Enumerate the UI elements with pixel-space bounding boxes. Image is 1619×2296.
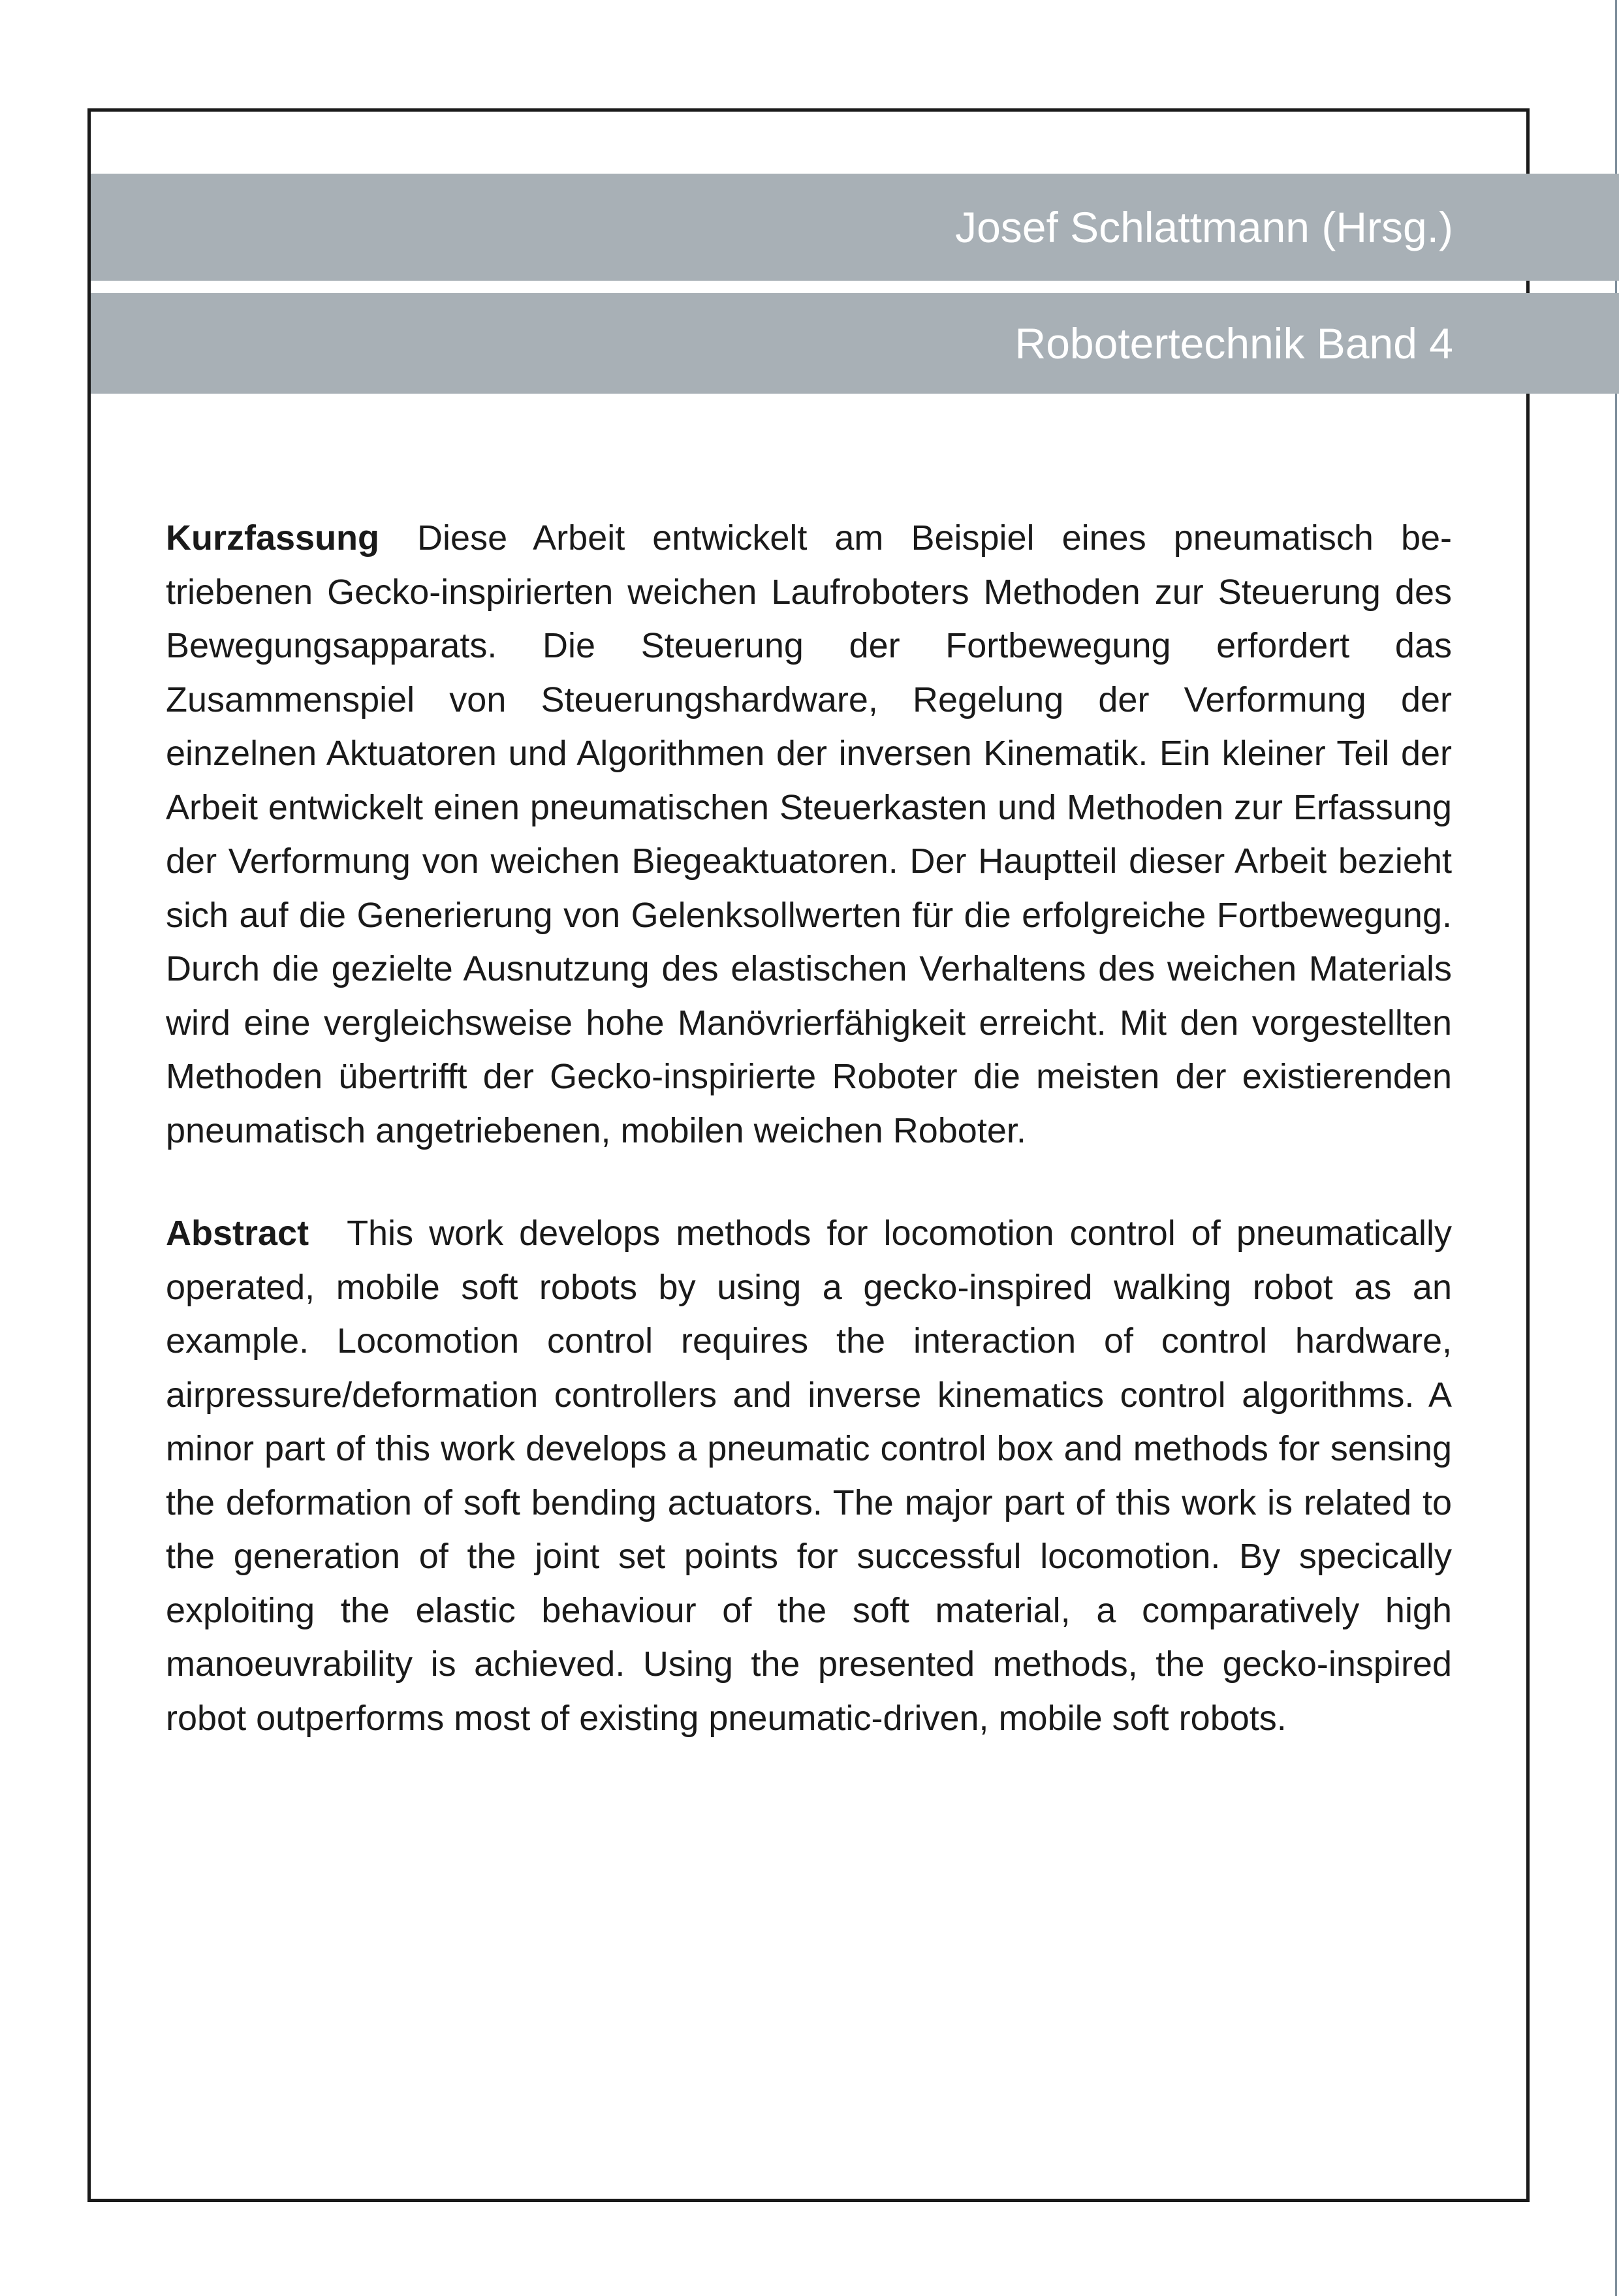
kurzfassung-text: Diese Arbeit entwickelt am Beispiel eines pneumatisch betriebenen Gecko-inspirierten weichen Laufroboters Methoden zur Steuerung des Bewegungsapparats. Die Steuerung der Fortbewegung erfordert das Zusammenspiel von Steuerungshardware, Regelung der Verformung der einzelnen Aktuatoren und Algorithmen der inversen Kinematik. Ein kleiner Teil der Arbeit entwickelt einen pneumatischen Steuerkasten und Methoden zur Erfassung der Verformung von weichen Biegeaktuatoren. Der Hauptteil dieser Arbeit bezieht sich auf die Generierung von Gelenksollwerten für die erfolgreiche Fortbewegung. Durch die gezielte Ausnutzung des elastischen Verhaltens des weichen Materials wird eine vergleichsweise hohe Manövrierfähigkeit erreicht. Mit den vorgestellten Methoden übertrifft der Gecko-inspirierte Roboter die meisten der existierenden pneumatisch angetriebenen, mobilen weichen Roboter.	[166, 518, 1452, 1150]
kurzfassung-section	[166, 511, 1452, 1157]
abstract-content	[166, 511, 1452, 1745]
series-title: Robotertechnik Band 4	[1014, 319, 1453, 368]
editor-band	[91, 174, 1619, 281]
editor-name: Josef Schlattmann (Hrsg.)	[955, 203, 1453, 251]
kurzfassung-heading: Kurzfassung	[166, 518, 380, 558]
abstract-heading: Abstract	[166, 1214, 309, 1253]
abstract-text: This work develops methods for locomotion control of pneumatically operated, mobile soft robots by using a gecko-inspired walking robot as an example. Locomotion control requires the interaction of control hardware, airpressure/deformation controllers and inverse kinematics control algorithms. A minor part of this work develops a pneumatic control box and methods for sensing the deformation of soft bending actuators. The major part of this work is related to the generation of the joint set points for successful locomotion. By specically exploiting the elastic behaviour of the soft material, a comparatively high manoeuvrability is achieved. Using the presented methods, the gecko-inspired robot outperforms most of existing pneumatic-driven, mobile soft robots.	[166, 1214, 1452, 1738]
abstract-section	[166, 1206, 1452, 1745]
series-band	[91, 293, 1619, 394]
